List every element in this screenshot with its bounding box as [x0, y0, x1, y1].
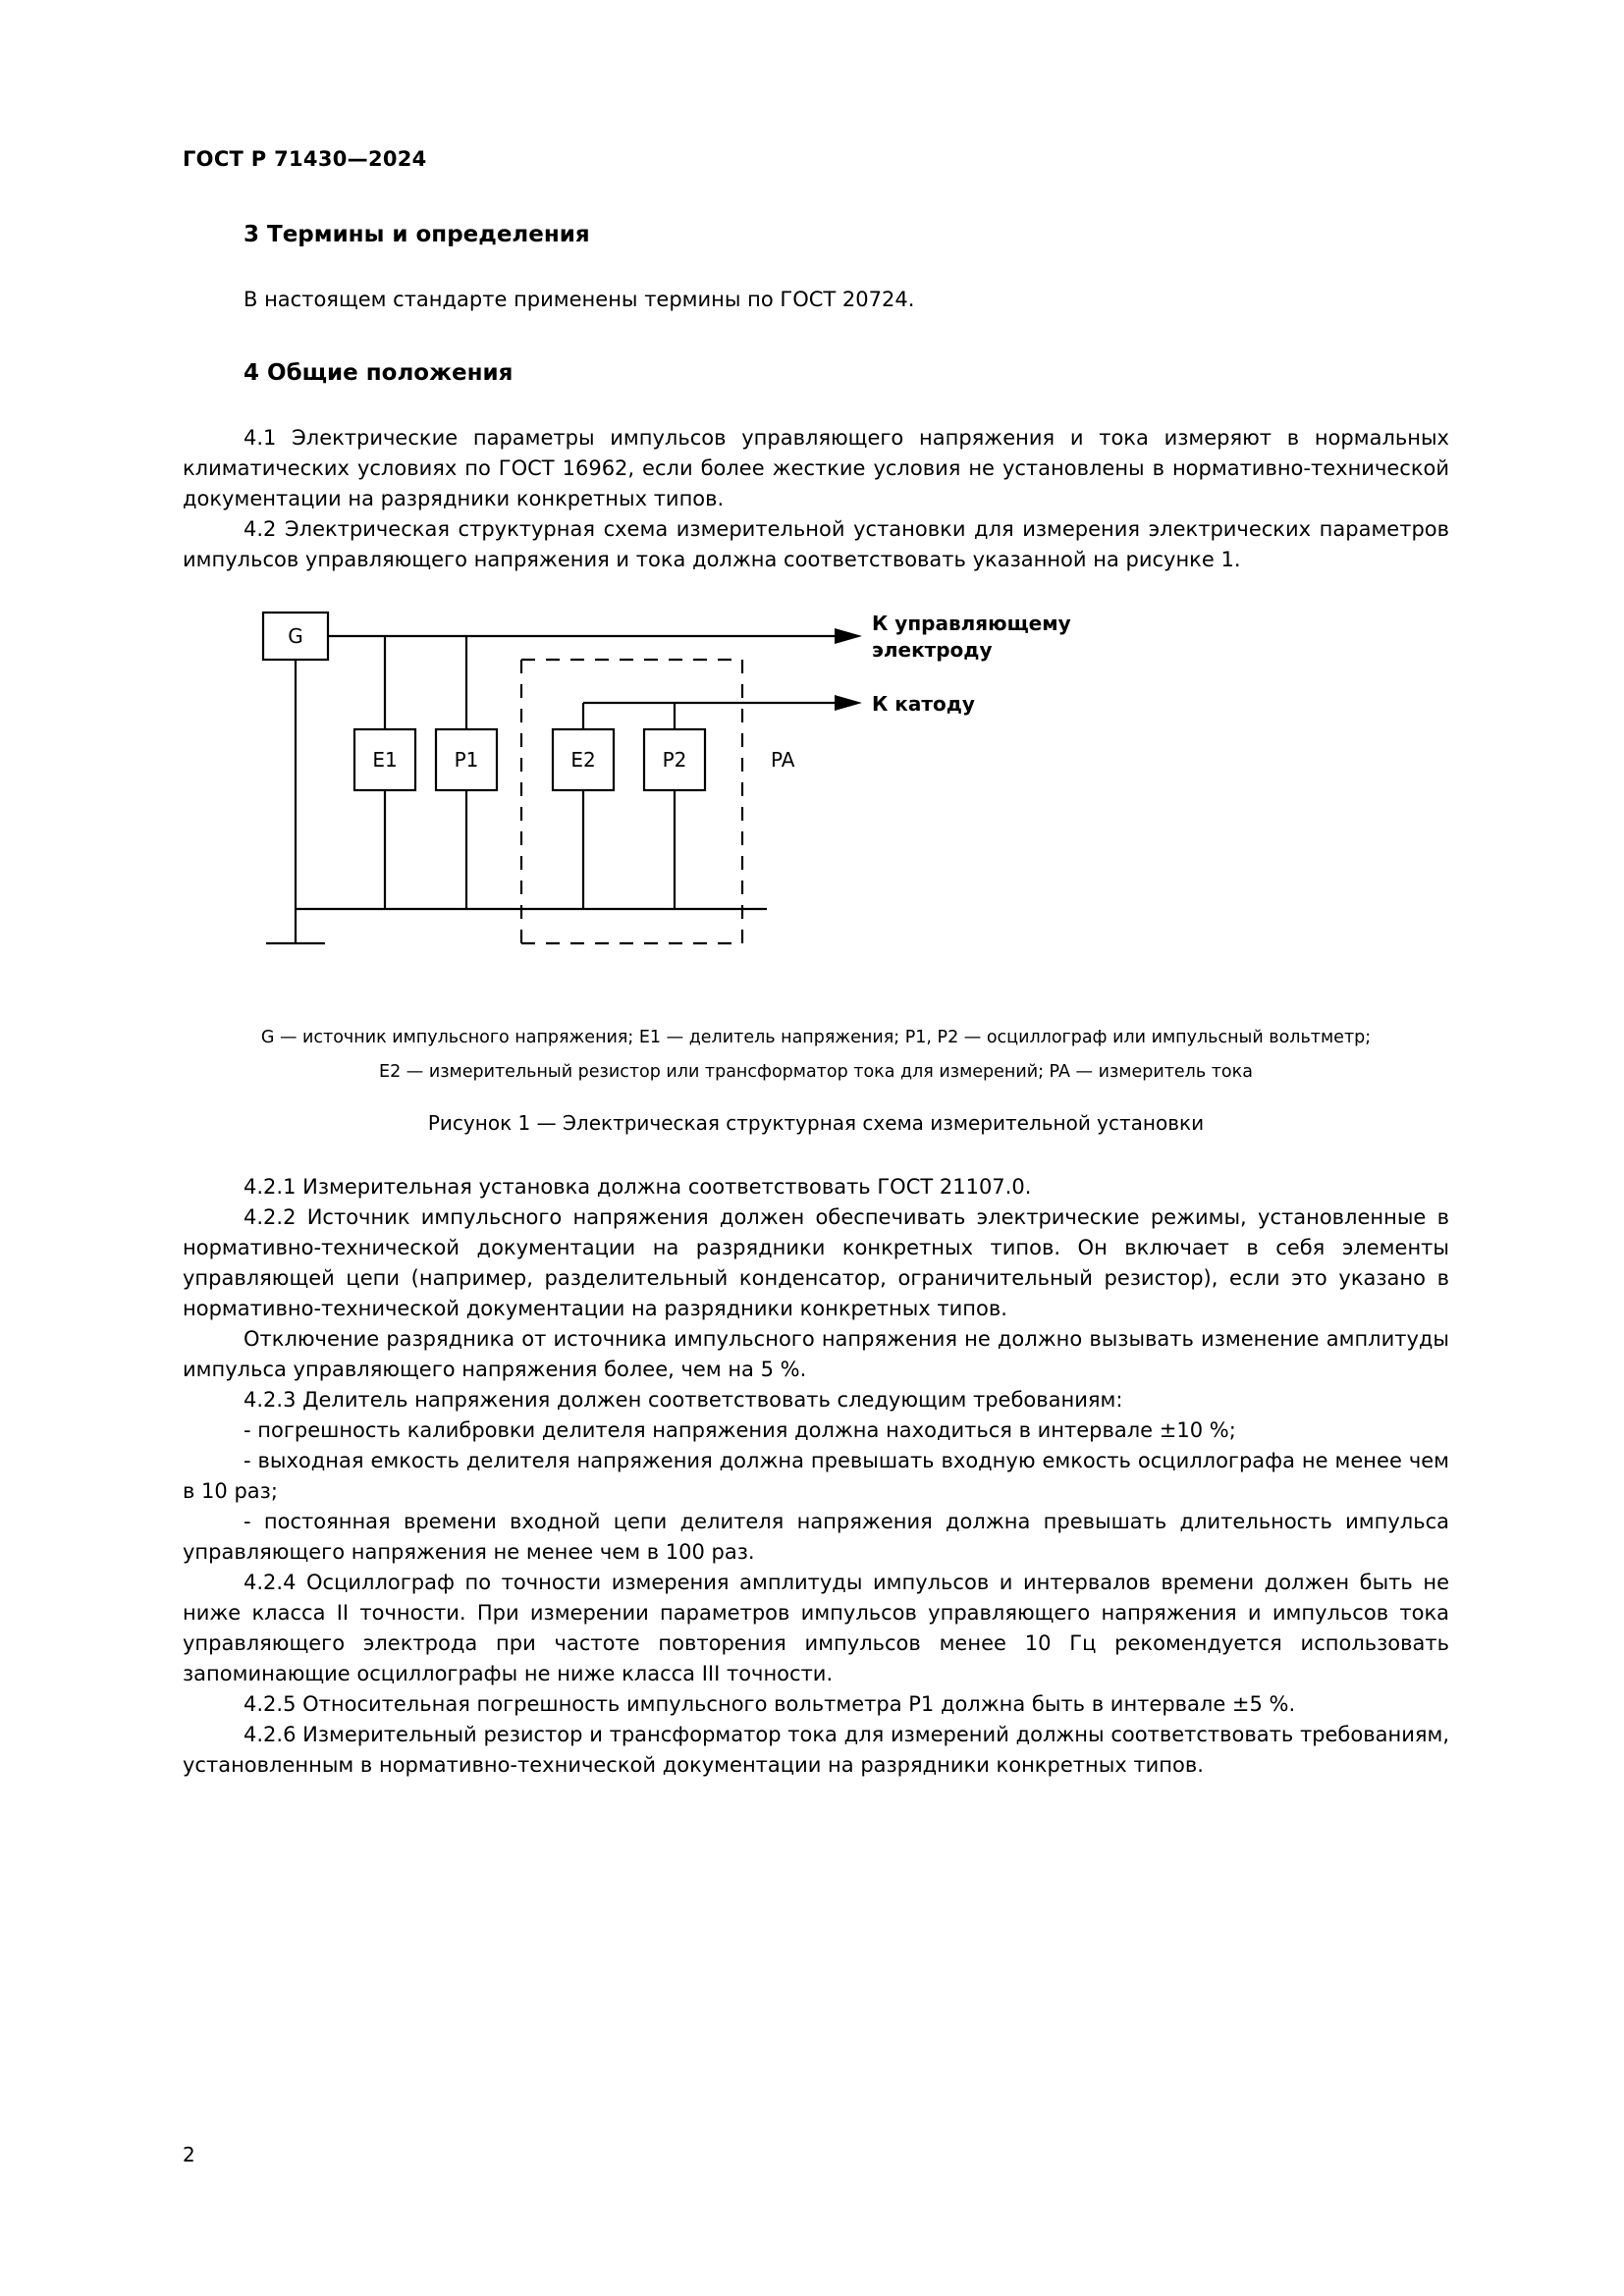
block-e1-label: E1: [372, 748, 398, 772]
block-p2-label: P2: [662, 748, 687, 772]
paragraph-4-2-3-a: - погрешность калибровки делителя напряжения должна находиться в интервале ±10 %;: [244, 1418, 1236, 1442]
block-g-label: G: [288, 624, 303, 648]
paragraph-4-1: 4.1 Электрические параметры импульсов управляющего напряжения и тока измеряют в нормальных климатических условиях по ГОСТ 16962, если более жесткие условия не установлены в нормативно-технической документации на разрядники конкретных типов.: [183, 426, 1449, 510]
paragraph-terms-1: В настоящем стандарте применены термины по ГОСТ 20724.: [244, 288, 915, 311]
page-number: 2: [183, 2143, 195, 2166]
figure-caption: Рисунок 1 — Электрическая структурная схема измерительной установки: [427, 1111, 1205, 1135]
paragraph-4-2-3-c: - постоянная времени входной цепи делителя напряжения должна превышать длительность импульса управляющего напряжения не менее чем в 100 раз.: [183, 1510, 1449, 1564]
label-pa: PA: [771, 748, 795, 772]
paragraph-4-2-3: 4.2.3 Делитель напряжения должен соответствовать следующим требованиям:: [244, 1388, 1123, 1412]
figure-legend-line1: G — источник импульсного напряжения; E1 — делитель напряжения; P1, P2 — осциллограф или импульсный вольтметр;: [260, 1028, 1372, 1047]
paragraph-4-2-2: 4.2.2 Источник импульсного напряжения должен обеспечивать электрические режимы, установленные в нормативно-технической документации на разрядники конкретных типов. Он включает в себя элементы управляющей цепи (например, разделительный конденсатор, ограничительный резистор), если это указано в нормативно-технической документации на разрядники конкретных типов.: [183, 1205, 1449, 1320]
arrow-head-mid: [835, 695, 862, 711]
paragraph-4-2: 4.2 Электрическая структурная схема измерительной установки для измерения электрических параметров импульсов управляющего напряжения и тока должна соответствовать указанной на рисунке 1.: [183, 517, 1449, 571]
paragraph-4-2-2b: Отключение разрядника от источника импульсного напряжения не должно вызывать изменение амплитуды импульса управляющего напряжения более, чем на 5 %.: [183, 1327, 1449, 1381]
figure-1: [183, 605, 1449, 1017]
figure-legend-line2: E2 — измерительный резистор или трансформатор тока для измерений; PA — измеритель тока: [379, 1062, 1253, 1082]
arrow-head-top: [835, 628, 862, 644]
block-e2-label: E2: [570, 748, 596, 772]
paragraph-4-2-5: 4.2.5 Относительная погрешность импульсного вольтметра Р1 должна быть в интервале ±5 %.: [244, 1692, 1296, 1716]
heading-general: 4 Общие положения: [244, 360, 514, 386]
paragraph-4-2-4: 4.2.4 Осциллограф по точности измерения амплитуды импульсов и интервалов времени должен быть не ниже класса II точности. При измерении параметров импульсов управляющего напряжения и импульсов тока управляющего электрода при частоте повторения импульсов менее 10 Гц рекомендуется использовать запоминающие осциллографы не ниже класса III точности.: [183, 1571, 1449, 1685]
paragraph-4-2-6: 4.2.6 Измерительный резистор и трансформатор тока для измерений должны соответствовать требованиям, установленным в нормативно-технической документации на разрядники конкретных типов.: [183, 1723, 1449, 1777]
paragraph-4-2-1: 4.2.1 Измерительная установка должна соответствовать ГОСТ 21107.0.: [244, 1175, 1032, 1199]
paragraph-4-2-3-b: - выходная емкость делителя напряжения должна превышать входную емкость осциллографа не менее чем в 10 раз;: [183, 1449, 1449, 1503]
heading-terms: 3 Термины и определения: [244, 222, 590, 247]
document-header-code: ГОСТ Р 71430—2024: [183, 147, 427, 171]
block-p1-label: P1: [454, 748, 479, 772]
page-content: [183, 147, 1449, 1781]
label-arrow-top-line2: электроду: [872, 638, 993, 662]
label-arrow-mid: К катоду: [872, 692, 975, 716]
figure-1-schematic: [183, 605, 1449, 1017]
label-arrow-top-line1: К управляющему: [872, 612, 1071, 635]
